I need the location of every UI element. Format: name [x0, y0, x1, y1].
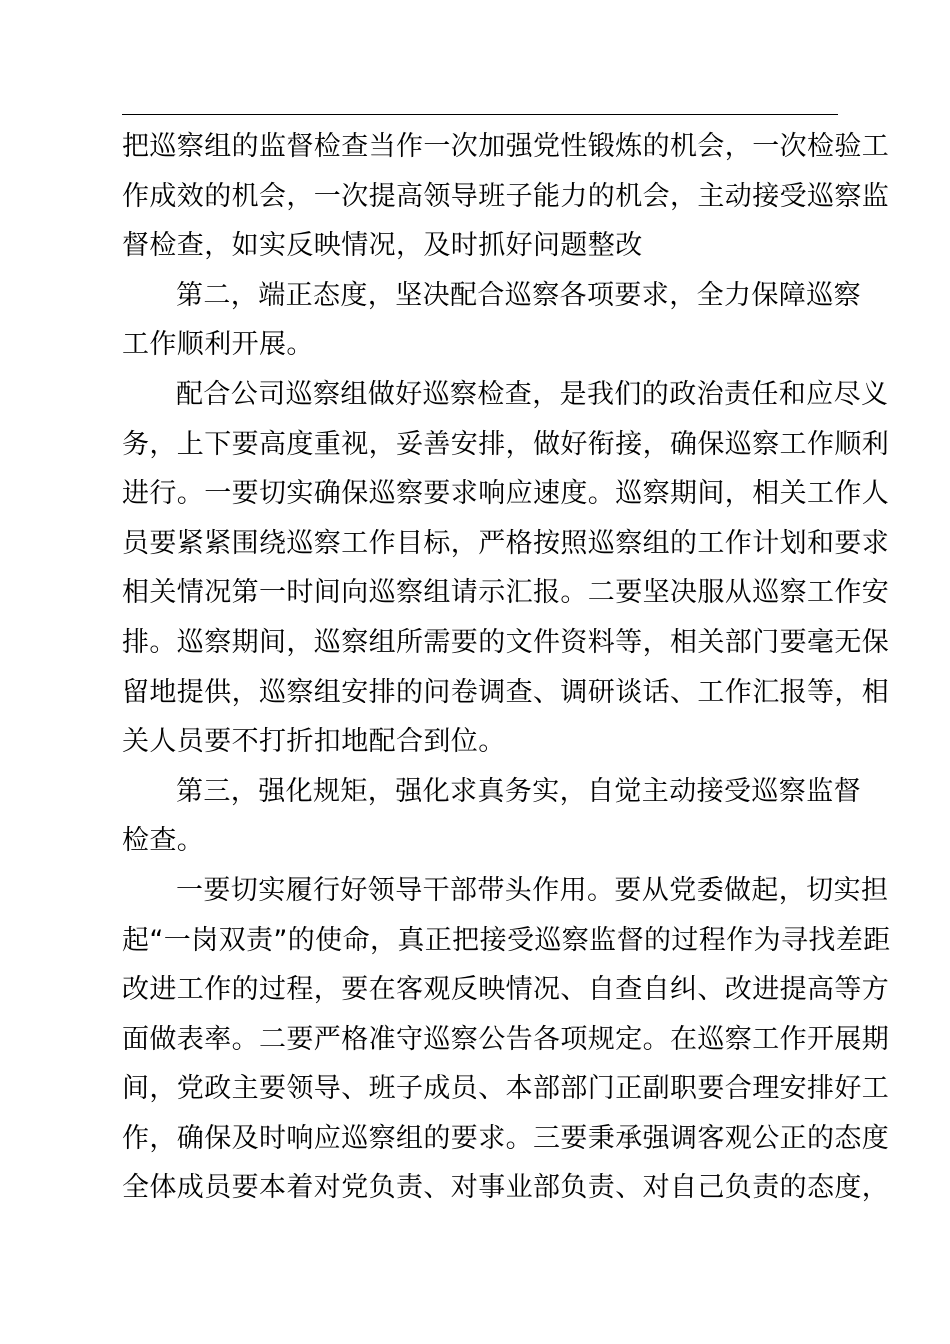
text-line: 相关情况第一时间向巡察组请示汇报。二要坚决服从巡察工作安: [122, 577, 890, 609]
text-line: 关人员要不打折扣地配合到位。: [122, 726, 506, 758]
text-line: 全体成员要本着对党负责、对事业部负责、对自己负责的态度，: [122, 1172, 890, 1204]
text-line: 间，党政主要领导、班子成员、本部部门正副职要合理安排好工: [122, 1073, 890, 1105]
text-line: 面做表率。二要严格准守巡察公告各项规定。在巡察工作开展期: [122, 1023, 890, 1055]
paragraph-start: 配合公司巡察组做好巡察检查，是我们的政治责任和应尽义: [176, 378, 889, 410]
text-line: 务，上下要高度重视，妥善安排，做好衔接，确保巡察工作顺利: [122, 428, 890, 460]
section-heading-2: 第二，端正态度，坚决配合巡察各项要求，全力保障巡察: [176, 279, 861, 311]
text-line: 进行。一要切实确保巡察要求响应速度。巡察期间，相关工作人: [122, 478, 890, 510]
text-line: 起“一岗双责”的使命，真正把接受巡察监督的过程作为寻找差距: [122, 924, 891, 956]
text-line: 作，确保及时响应巡察组的要求。三要秉承强调客观公正的态度: [122, 1122, 890, 1154]
section-heading-3: 第三，强化规矩，强化求真务实，自觉主动接受巡察监督: [176, 775, 861, 807]
text-line: 把巡察组的监督检查当作一次加强党性锻炼的机会，一次检验工: [122, 131, 890, 162]
header-rule: [122, 114, 838, 115]
paragraph-start: 一要切实履行好领导干部带头作用。要从党委做起，切实担: [176, 874, 889, 906]
text-line: 督检查，如实反映情况，及时抓好问题整改: [122, 230, 643, 262]
section-heading-2-cont: 工作顺利开展。: [122, 329, 314, 361]
text-line: 作成效的机会，一次提高领导班子能力的机会，主动接受巡察监: [122, 180, 890, 212]
section-heading-3-cont: 检查。: [122, 825, 205, 857]
text-line: 员要紧紧围绕巡察工作目标，严格按照巡察组的工作计划和要求: [122, 527, 890, 559]
text-line: 排。巡察期间，巡察组所需要的文件资料等，相关部门要毫无保: [122, 626, 890, 658]
text-line: 改进工作的过程，要在客观反映情况、自查自纠、改进提高等方: [122, 974, 890, 1006]
body-text: [122, 122, 891, 1213]
text-line: 留地提供，巡察组安排的问卷调查、调研谈话、工作汇报等，相: [122, 676, 890, 708]
